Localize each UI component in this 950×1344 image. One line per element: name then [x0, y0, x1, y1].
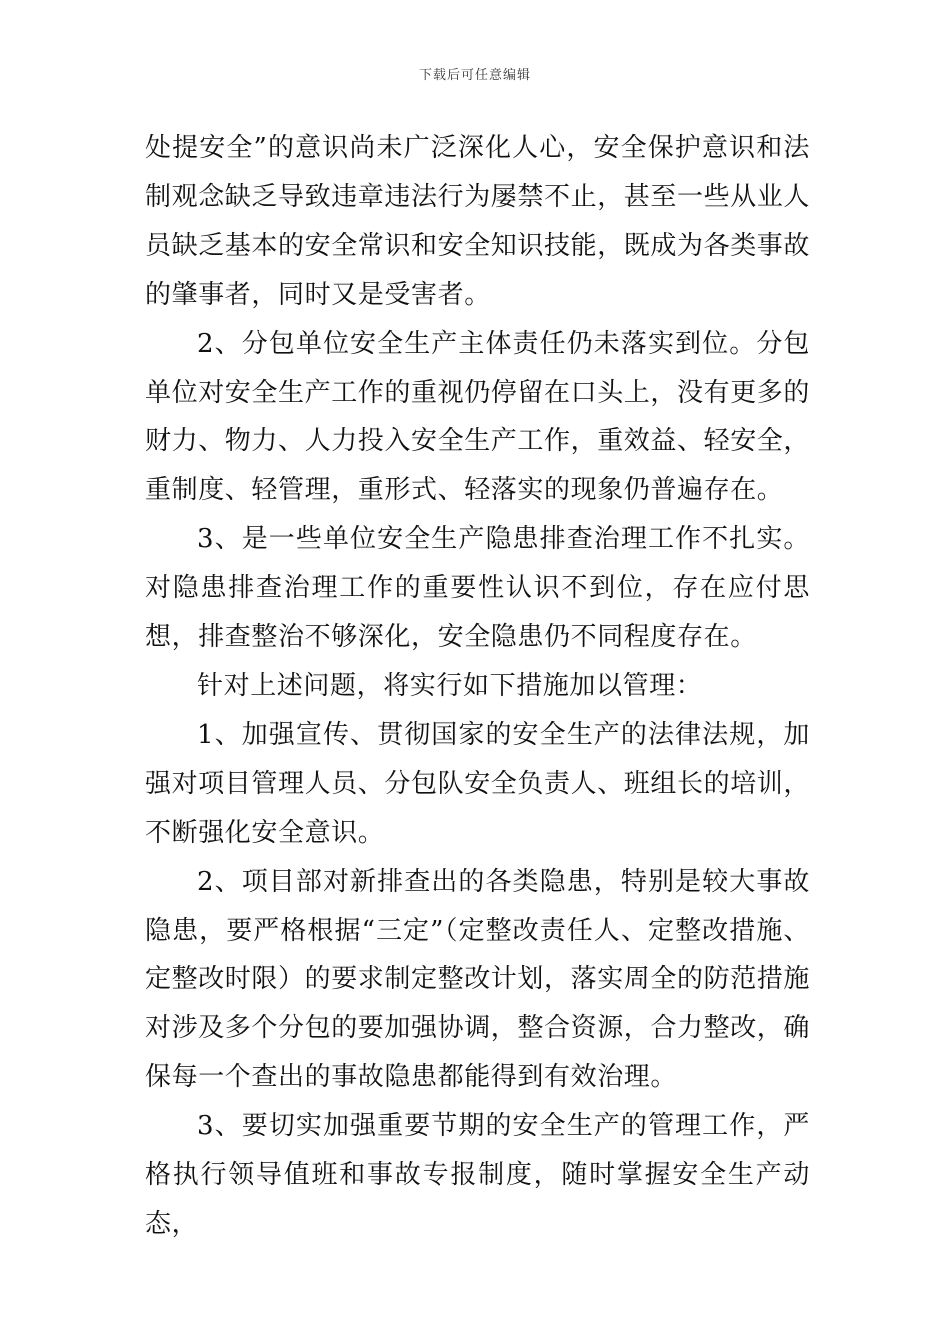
paragraph-measure-3: 3、要切实加强重要节期的安全生产的管理工作，严格执行领导值班和事故专报制度，随时掌握安全生产动态， — [145, 1111, 810, 1239]
paragraph-measure-2: 2、项目部对新排查出的各类隐患，特别是较大事故隐患，要严格根据“三定”（定整改责任人、定整改措施、定整改时限）的要求制定整改计划，落实周全的防范措施对涉及多个分包的要加强协调，整合资源，合力整改，确保每一个查出的事故隐患都能得到有效治理。 — [145, 866, 811, 1093]
paragraph-hazard-inspection: 3、是一些单位安全生产隐患排查治理工作不扎实。对隐患排查治理工作的重要性认识不到位，存在应付思想，排查整治不够深化，安全隐患仍不同程度存在。 — [145, 524, 810, 653]
paragraph-measures-intro: 针对上述问题，将实行如下措施加以管理： — [197, 670, 703, 701]
paragraph-continuation: 处提安全”的意识尚未广泛深化人心，安全保护意识和法制观念缺乏导致违章违法行为屡禁不止，甚至一些从业人员缺乏基本的安全常识和安全知识技能，既成为各类事故的肇事者，同时又是受害者。 — [145, 133, 811, 310]
paragraph-measure-1: 1、加强宣传、贯彻国家的安全生产的法律法规，加强对项目管理人员、分包队安全负责人、班组长的培训，不断强化安全意识。 — [145, 719, 811, 848]
page-header: 下载后可任意编辑 — [418, 68, 531, 83]
paragraph-subcontractor-responsibility: 2、分包单位安全生产主体责任仍未落实到位。分包单位对安全生产工作的重视仍停留在口头上，没有更多的财力、物力、人力投入安全生产工作，重效益、轻安全，重制度、轻管理，重形式、轻落实的现象仍普遍存在。 — [145, 328, 811, 506]
document-body — [145, 124, 810, 1249]
